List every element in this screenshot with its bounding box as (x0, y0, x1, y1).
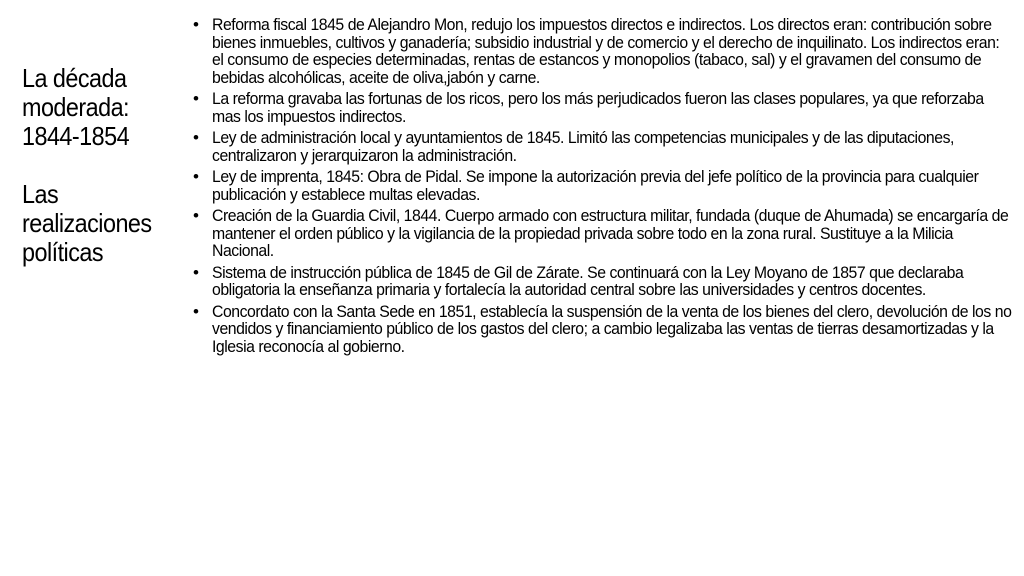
bullet-item-reform-effects (190, 90, 1006, 125)
slide-title (22, 64, 184, 267)
bullet-item-local-administration (190, 129, 1006, 164)
bullet-icon: • (193, 89, 199, 108)
content-area (190, 15, 1012, 359)
bullet-item-press-law (190, 168, 1006, 203)
title-line: realizaciones (22, 208, 152, 238)
bullet-item-fiscal-reform (190, 16, 1006, 86)
title-line: 1844-1854 (22, 121, 130, 151)
bullet-icon: • (193, 167, 199, 186)
bullet-item-public-instruction (190, 264, 1006, 299)
bullet-text: La reforma gravaba las fortunas de los ricos, pero los más perjudicados fueron las clases populares, ya que reforzaba mas los impuestos indirectos. (212, 89, 984, 126)
title-line: Las (22, 179, 59, 209)
bullet-icon: • (193, 301, 199, 321)
bullet-icon: • (193, 262, 199, 282)
bullet-text: Ley de imprenta, 1845: Obra de Pidal. Se impone la autorización previa del jefe político de la provincia para cualquier publicación y establece multas elevadas. (212, 167, 979, 204)
bullet-text: Reforma fiscal 1845 de Alejandro Mon, redujo los impuestos directos e indirectos. Los directos eran: contribución sobre bienes inmuebles, cultivos y ganadería; subsidio industrial y de comercio y el derecho de inquilinato. Los indirectos eran: el consumo de especies determinadas, rentas de estancos y monopolios (tabaco, sal) y el gravamen del consumo de bebidas alcohólicas, aceite de oliva,jabón y carne. (212, 15, 1000, 87)
bullet-text: Creación de la Guardia Civil, 1844. Cuerpo armado con estructura militar, fundada (duque de Ahumada) se encargaría de mantener el orden público y la vigilancia de la propiedad privada sobre todo en la zona rural. Sustituye a la Milicia Nacional. (212, 206, 1009, 260)
bullet-item-guardia-civil (190, 206, 1009, 260)
bullet-item-concordat (190, 301, 1012, 356)
bullet-text: Concordato con la Santa Sede en 1851, establecía la suspensión de la venta de los bienes del clero, devolución de los no vendidos y financiamiento público de los gastos del clero; a cambio legalizaba las ventas de tierras desamortizadas y la Iglesia reconocía al gobierno. (212, 301, 1012, 356)
bullet-icon: • (193, 128, 199, 147)
title-line: políticas (22, 237, 103, 267)
title-line: moderada: (22, 92, 130, 122)
bullet-icon: • (193, 15, 199, 34)
title-line: La década (22, 63, 127, 93)
bullet-icon: • (193, 206, 199, 225)
bullet-text: Sistema de instrucción pública de 1845 de Gil de Zárate. Se continuará con la Ley Moyano de 1857 que declaraba obligatoria la enseñanza primaria y fortalecía la autoridad central sobre las universidades y centros docentes. (212, 262, 964, 299)
bullet-text: Ley de administración local y ayuntamientos de 1845. Limitó las competencias municipales y de las diputaciones, centralizaron y jerarquizaron la administración. (212, 128, 954, 165)
title-spacer (22, 151, 184, 180)
bullet-list (190, 15, 1012, 356)
